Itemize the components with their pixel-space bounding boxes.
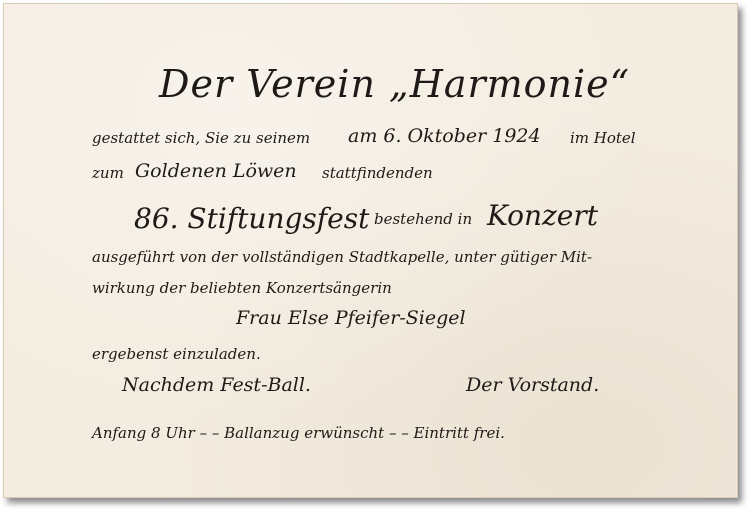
line-2-end: stattfindenden	[322, 164, 433, 182]
line-7: ergebenst einzuladen.	[92, 345, 261, 363]
afterward-note: Nachdem Fest-Ball.	[122, 374, 311, 396]
event-type: Konzert	[487, 199, 599, 232]
footer-line: Anfang 8 Uhr – – Ballanzug erwünscht – – Eintritt frei.	[92, 424, 505, 442]
line-1-start: gestattet sich, Sie zu seinem	[92, 129, 311, 147]
signature: Der Vorstand.	[466, 374, 600, 396]
hotel-name: Goldenen Löwen	[135, 160, 297, 182]
line-2-start: zum	[92, 164, 124, 182]
line-3-middle: bestehend in	[374, 210, 473, 228]
line-1-end: im Hotel	[570, 129, 636, 147]
invitation-title: Der Verein „Harmonie“	[159, 62, 631, 106]
event-name: 86. Stiftungsfest	[134, 202, 370, 235]
line-4: ausgeführt von der vollständigen Stadtkapelle, unter gütiger Mit-	[92, 248, 593, 266]
singer-name: Frau Else Pfeifer-Siegel	[236, 307, 466, 329]
invitation-card	[3, 3, 738, 498]
event-date: am 6. Oktober 1924	[348, 125, 541, 147]
line-5: wirkung der beliebten Konzertsängerin	[92, 279, 392, 297]
